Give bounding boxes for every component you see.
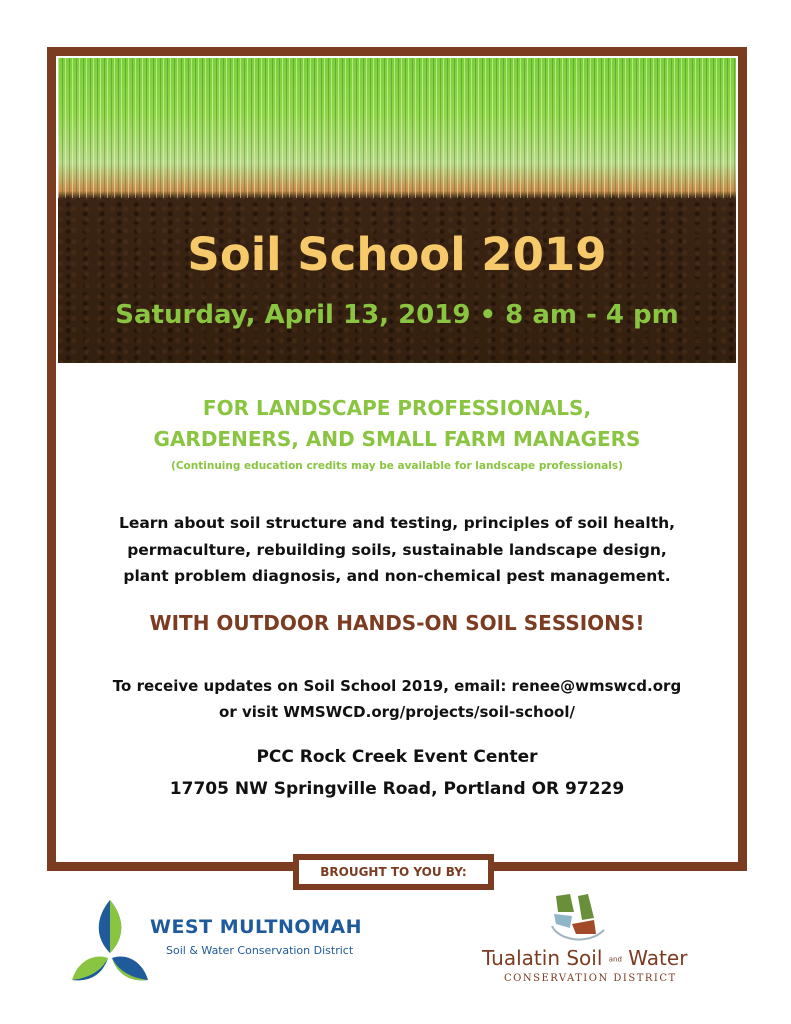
brought-to-you-by-label: BROUGHT TO YOU BY: [293,854,494,890]
west-multnomah-logo [70,898,390,988]
tualatin-subtitle: CONSERVATION DISTRICT [504,973,677,984]
description-line: plant problem diagnosis, and non-chemical pest management. [123,567,671,585]
audience-line: GARDENERS, AND SMALL FARM MANAGERS [153,427,641,451]
venue-name: PCC Rock Creek Event Center [256,747,538,767]
audience-heading [56,393,738,455]
email-line: To receive updates on Soil School 2019, email: renee@wmswcd.org [112,677,682,695]
venue-address: 17705 NW Springville Road, Portland OR 97229 [169,779,625,799]
description-line: Learn about soil structure and testing, principles of soil health, [118,514,676,532]
tualatin-logo [470,890,690,990]
event-date: Saturday, April 13, 2019 • 8 am - 4 pm [115,300,679,330]
credits-note: (Continuing education credits may be available for landscape professionals) [171,460,623,472]
leaf-trio-icon [70,898,150,988]
description [56,510,738,590]
wm-subtitle: Soil & Water Conservation District [166,944,354,957]
tu-name-a: Tualatin Soil [482,946,603,970]
website-line: or visit WMSWCD.org/projects/soil-school/ [219,703,575,721]
grass-soil-banner [58,58,736,363]
event-title: Soil School 2019 [187,228,607,281]
grass-image [58,58,736,198]
tualatin-landscape-icon [548,890,610,946]
tualatin-name [482,946,687,970]
tu-and: and [608,955,622,964]
flyer-frame [47,47,747,871]
outdoor-highlight: WITH OUTDOOR HANDS-ON SOIL SESSIONS! [149,611,645,635]
wm-name: WEST MULTNOMAH [150,916,363,938]
description-line: permaculture, rebuilding soils, sustainable landscape design, [127,540,667,559]
updates-info [56,673,738,725]
audience-line: FOR LANDSCAPE PROFESSIONALS, [202,396,592,420]
location [56,741,738,805]
tu-name-b: Water [628,946,688,970]
